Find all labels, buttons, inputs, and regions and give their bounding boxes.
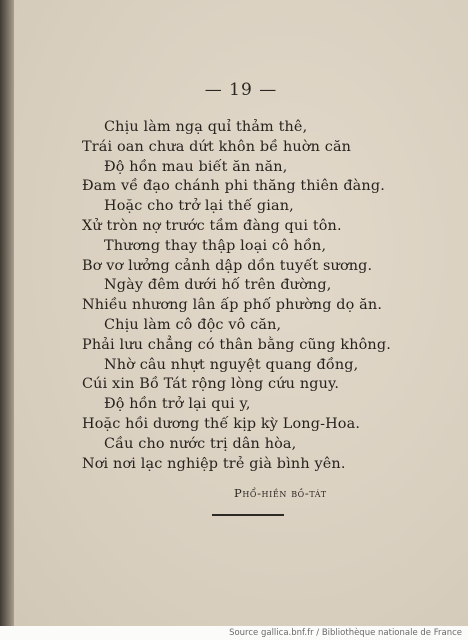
verse-line: Chịu làm cô độc vô căn,	[104, 317, 282, 333]
verse-line: Cầu cho nước trị dân hòa,	[104, 435, 297, 452]
page-number: — 19 —	[204, 80, 278, 100]
verse-line: Thương thay thập loại cô hồn,	[104, 237, 327, 254]
verse-line: Nhờ câu nhựt nguyệt quang đồng,	[104, 356, 359, 373]
verse-line: Phải lưu chẳng có thân bằng cũng không.	[82, 336, 391, 353]
verse-line: Trái oan chưa dứt khôn bề huờn căn	[82, 138, 352, 155]
verse-line: Cúi xin Bồ Tát rộng lòng cứu nguy.	[82, 376, 340, 393]
author-signature: Phổ-hiền bồ-tát	[234, 486, 327, 500]
verse-line: Nhiều nhương lân ấp phố phường dọ ăn.	[82, 297, 383, 314]
verse-line: Ngày đêm dưới hố trên đường,	[104, 277, 332, 294]
scan-binding-edge	[0, 0, 14, 626]
book-page	[14, 0, 468, 626]
verse-line: Độ hồn trở lại qui y,	[104, 396, 251, 413]
source-credit: Source gallica.bnf.fr / Bibliothèque nationale de France	[229, 628, 462, 638]
verse-line: Hoặc cho trở lại thế gian,	[104, 198, 294, 215]
closing-rule	[212, 514, 284, 516]
verse-line: Xử tròn nợ trước tầm đàng qui tôn.	[82, 218, 342, 234]
verse-line: Nơi nơi lạc nghiệp trẻ già bình yên.	[82, 455, 346, 472]
verse-line: Hoặc hồi dương thế kịp kỳ Long-Hoa.	[82, 416, 361, 432]
verse-line: Đam về đạo chánh phi thăng thiên đàng.	[82, 178, 385, 195]
verse-line: Chịu làm ngạ quỉ thảm thê,	[104, 119, 308, 135]
verse-line: Độ hồn mau biết ăn năn,	[104, 158, 288, 175]
verse-line: Bơ vơ lưởng cảnh dập dồn tuyết sương.	[82, 257, 373, 274]
